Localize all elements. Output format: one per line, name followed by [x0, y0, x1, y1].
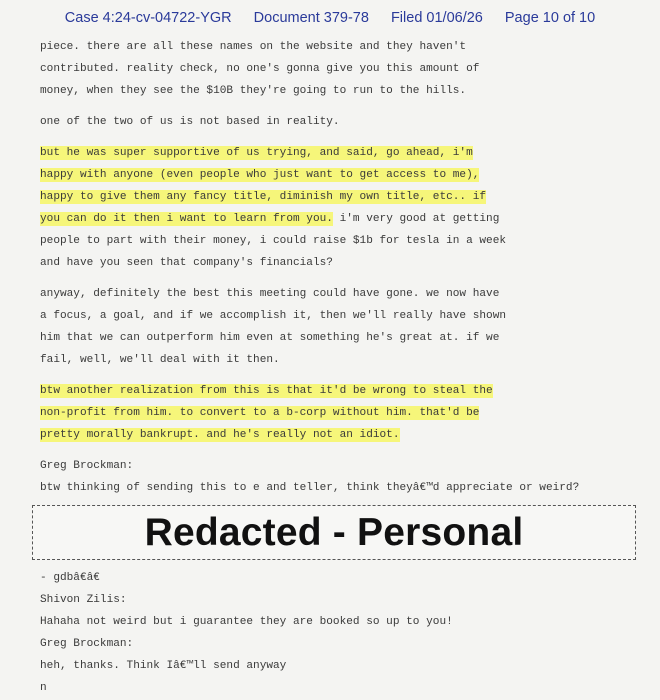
highlighted-text: btw another realization from this is that it'd be wrong to steal the	[40, 385, 493, 397]
highlighted-text: but he was super supportive of us trying, and said, go ahead, i'm	[40, 147, 473, 159]
text-line	[40, 208, 640, 230]
plain-text: fail, well, we'll deal with it then.	[40, 354, 280, 366]
paragraph	[40, 380, 640, 446]
text-line	[40, 349, 640, 371]
paragraph	[40, 455, 640, 499]
paragraph	[40, 142, 640, 274]
text-line	[40, 402, 640, 424]
text-line	[40, 186, 640, 208]
text-line	[40, 455, 640, 477]
text-line: heh, thanks. Think Iâ€™ll send anyway	[40, 660, 287, 672]
plain-text: i'm very good at getting	[332, 213, 500, 225]
document-header	[0, 10, 660, 26]
plain-text: piece. there are all these names on the website and they haven't	[40, 41, 467, 53]
page-number: Page 10 of 10	[504, 10, 596, 26]
plain-text: him that we can outperform him even at something he's great at. if we	[40, 332, 500, 344]
text-line: Shivon Zilis:	[40, 594, 127, 606]
text-line	[40, 164, 640, 186]
message-body	[40, 36, 640, 508]
text-line: Greg Brockman:	[40, 638, 134, 650]
redaction-label: Redacted - Personal	[144, 510, 524, 554]
plain-text: a focus, a goal, and if we accomplish it, then we'll really have shown	[40, 310, 507, 322]
highlighted-text: happy with anyone (even people who just want to get access to me),	[40, 169, 480, 181]
plain-text: people to part with their money, i could raise $1b for tesla in a week	[40, 235, 507, 247]
plain-text: anyway, definitely the best this meeting could have gone. we now have	[40, 288, 500, 300]
text-line	[40, 305, 640, 327]
text-line	[40, 283, 640, 305]
paragraph	[40, 283, 640, 371]
plain-text: one of the two of us is not based in reality.	[40, 116, 340, 128]
text-line: n	[40, 682, 47, 694]
text-line	[40, 58, 640, 80]
paragraph	[40, 111, 640, 133]
message-continuation	[40, 567, 640, 699]
text-line	[40, 327, 640, 349]
case-number: Case 4:24-cv-04722-YGR	[64, 10, 232, 26]
text-line	[40, 424, 640, 446]
text-line: Hahaha not weird but i guarantee they are booked so up to you!	[40, 616, 453, 628]
highlighted-text: you can do it then i want to learn from you.	[40, 213, 333, 225]
plain-text: btw thinking of sending this to e and teller, think theyâ€™d appreciate or weird?	[40, 482, 580, 494]
text-line	[40, 142, 640, 164]
highlighted-text: non-profit from him. to convert to a b-corp without him. that'd be	[40, 407, 480, 419]
text-line: - gdbâ€â€	[40, 572, 100, 584]
text-line	[40, 230, 640, 252]
plain-text: and have you seen that company's financials?	[40, 257, 333, 269]
plain-text: money, when they see the $10B they're going to run to the hills.	[40, 85, 467, 97]
text-line	[40, 111, 640, 133]
paragraph	[40, 36, 640, 102]
plain-text: Greg Brockman:	[40, 460, 134, 472]
text-line	[40, 477, 640, 499]
text-line	[40, 252, 640, 274]
document-number: Document 379-78	[253, 10, 369, 26]
plain-text: contributed. reality check, no one's gonna give you this amount of	[40, 63, 480, 75]
text-line	[40, 80, 640, 102]
redaction-box	[32, 505, 636, 560]
highlighted-text: happy to give them any fancy title, diminish my own title, etc.. if	[40, 191, 487, 203]
text-line	[40, 36, 640, 58]
highlighted-text: pretty morally bankrupt. and he's really not an idiot.	[40, 429, 400, 441]
filed-date: Filed 01/06/26	[390, 10, 483, 26]
text-line	[40, 380, 640, 402]
